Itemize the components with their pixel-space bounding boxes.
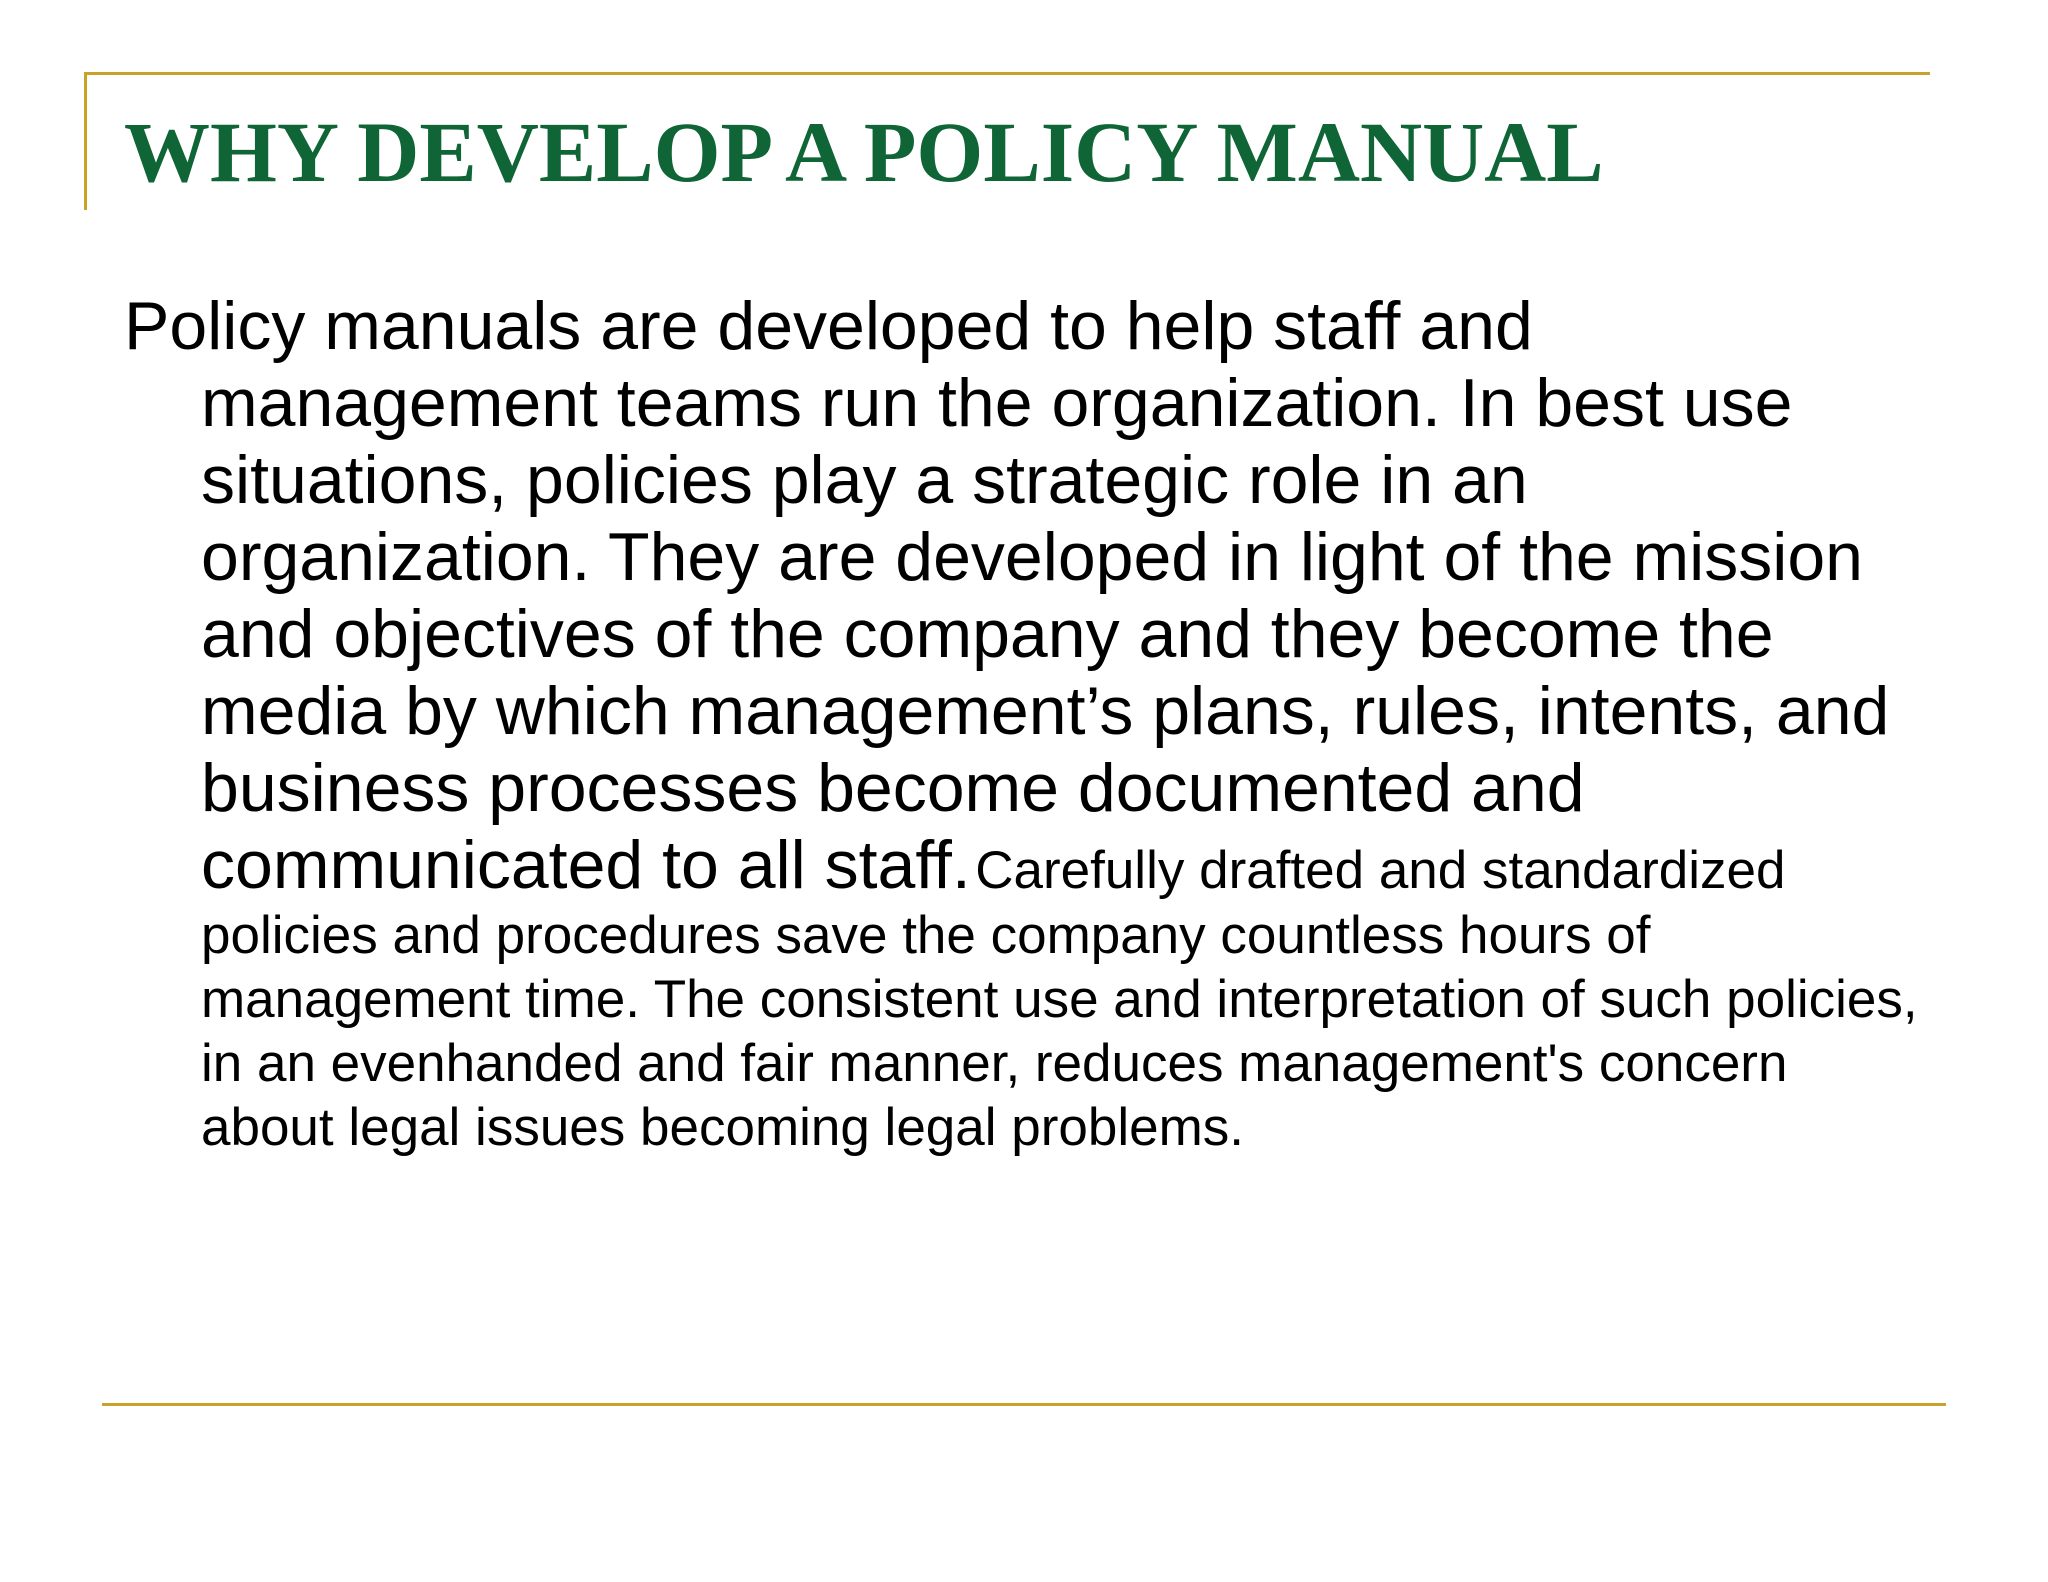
body-paragraph: [124, 288, 1934, 1160]
body-lead-text: Policy manuals are developed to help staff and management teams run the organization. In best use situations, policies play a strategic role in an organization. They are developed in light of the mission and objectives of the company and they become the media by which management’s plans, rules, intents, and business processes become documented and communicated to all staff.: [124, 288, 1890, 903]
bottom-divider: [102, 1403, 1946, 1406]
left-accent-line: [84, 72, 87, 210]
slide-title: WHY DEVELOP A POLICY MANUAL: [124, 104, 1604, 200]
body-tail-text: Carefully drafted and standardized policies and procedures save the company countless hours of management time. The consistent use and interpretation of such policies, in an evenhanded and fair manner, reduces management's concern about legal issues becoming legal problems.: [201, 841, 1918, 1157]
top-divider: [84, 72, 1930, 75]
